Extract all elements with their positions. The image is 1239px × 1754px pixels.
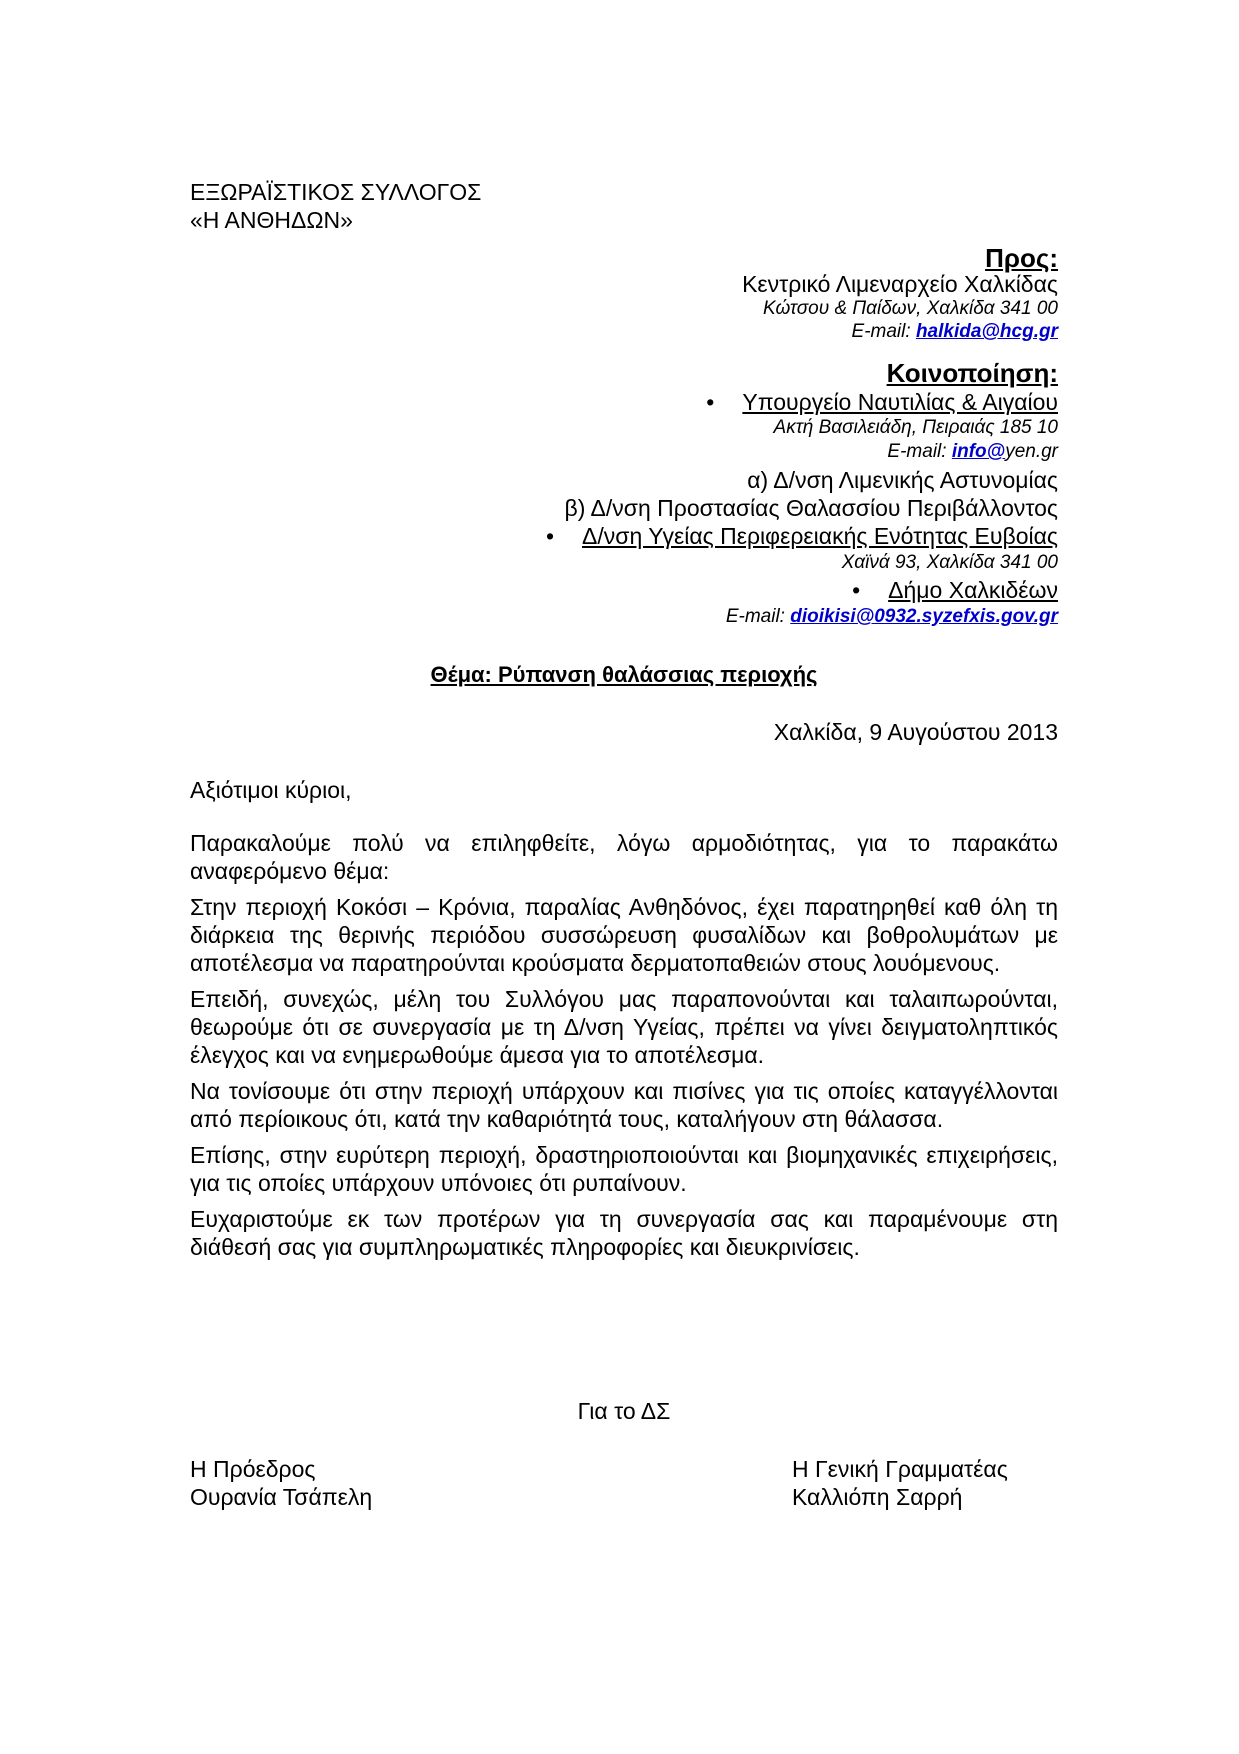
cc-item-1-email-rest: yen.gr — [1005, 441, 1058, 462]
paragraph-1: Παρακαλούμε πολύ να επιληφθείτε, λόγω αρμοδιότητας, για το παρακάτω αναφερόμενο θέμα: — [190, 830, 1058, 884]
signature-left — [190, 1455, 372, 1511]
bullet-icon: • — [545, 523, 555, 549]
cc-item-1-email-line — [190, 440, 1058, 463]
cc-item-3-email-line — [190, 605, 1058, 628]
cc-item-1-sub-a: α) Δ/νση Λιμενικής Αστυνομίας — [747, 467, 1058, 493]
closing-line: Για το ΔΣ — [577, 1398, 671, 1424]
signature-left-title: Η Πρόεδρος — [190, 1456, 316, 1482]
cc-item-1-address: Ακτή Βασιλειάδη, Πειραιάς 185 10 — [773, 417, 1058, 438]
signature-right-title: Η Γενική Γραμματέας — [792, 1456, 1008, 1482]
cc-item-2-name: Δ/νση Υγείας Περιφερειακής Ενότητας Ευβοίας — [582, 523, 1058, 549]
cc-item-1-sub-b: β) Δ/νση Προστασίας Θαλασσίου Περιβάλλοντος — [564, 495, 1058, 521]
signature-right — [792, 1455, 1008, 1511]
paragraph-4: Να τονίσουμε ότι στην περιοχή υπάρχουν και πισίνες για τις οποίες καταγγέλλονται από περίοικους ότι, κατά την καθαριότητά τους, καταλήγουν στη θάλασσα. — [190, 1078, 1058, 1132]
cc-item-1-email-prefix: E-mail: — [887, 441, 952, 462]
cc-item-1-email-link[interactable]: info@ — [951, 441, 1006, 462]
letter-page — [190, 0, 1058, 1754]
signature-left-name: Ουρανία Τσάπελη — [190, 1484, 373, 1510]
to-label: Προς: — [985, 243, 1058, 273]
paragraph-6: Ευχαριστούμε εκ των προτέρων για τη συνεργασία σας και παραμένουμε στη διάθεσή σας για συμπληρωματικές πληροφορίες και διευκρινίσεις. — [190, 1206, 1058, 1260]
date-line: Χαλκίδα, 9 Αυγούστου 2013 — [773, 719, 1058, 745]
bullet-icon: • — [706, 389, 715, 415]
salutation: Αξιότιμοι κύριοι, — [190, 777, 352, 803]
to-email-line — [190, 320, 1058, 343]
cc-item-3-email-prefix: E-mail: — [725, 606, 791, 627]
cc-label: Κοινοποίηση: — [886, 358, 1058, 388]
cc-item-1 — [190, 388, 1058, 416]
to-email-link[interactable]: halkida@hcg.gr — [915, 321, 1058, 342]
cc-item-1-name: Υπουργείο Ναυτιλίας & Αιγαίου — [742, 389, 1058, 415]
sender-line-1: ΕΞΩΡΑΪΣΤΙΚΟΣ ΣΥΛΛΟΓΟΣ — [190, 179, 482, 205]
paragraph-3: Επειδή, συνεχώς, μέλη του Συλλόγου μας παραπονούνται και ταλαιπωρούνται, θεωρούμε ότι σε συνεργασία με τη Δ/νση Υγείας, πρέπει να γίνει δειγματοληπτικός έλεγχος και να ενημερωθούμε άμεσα για το αποτέλεσμα. — [190, 986, 1058, 1068]
sender-block — [190, 178, 481, 234]
cc-item-3-email-link[interactable]: dioikisi@0932.syzefxis.gov.gr — [790, 606, 1058, 627]
letter-body — [190, 829, 1058, 1269]
bullet-icon: • — [852, 577, 861, 603]
cc-item-2-address: Χαϊνά 93, Χαλκίδα 341 00 — [841, 552, 1058, 573]
paragraph-5: Επίσης, στην ευρύτερη περιοχή, δραστηριοποιούνται και βιομηχανικές επιχειρήσεις, για τις οποίες υπάρχουν υπόνοιες ότι ρυπαίνουν. — [190, 1142, 1058, 1196]
to-address: Κώτσου & Παίδων, Χαλκίδα 341 00 — [763, 298, 1058, 319]
subject-line: Θέμα: Ρύπανση θαλάσσιας περιοχής — [430, 662, 818, 687]
cc-item-3-name: Δήμο Χαλκιδέων — [888, 577, 1058, 603]
paragraph-2: Στην περιοχή Κοκόσι – Κρόνια, παραλίας Ανθηδόνος, έχει παρατηρηθεί καθ όλη τη διάρκεια της θερινής περιόδου συσσώρευση φυσαλίδων και βοθρολυμάτων με αποτέλεσμα να παρατηρούνται κρούσματα δερματοπαθειών στους λουόμενους. — [190, 894, 1058, 976]
cc-item-3 — [190, 576, 1058, 604]
sender-line-2: «Η ΑΝΘΗΔΩΝ» — [190, 207, 353, 233]
signature-right-name: Καλλιόπη Σαρρή — [792, 1484, 963, 1510]
to-name: Κεντρικό Λιμεναρχείο Χαλκίδας — [742, 271, 1058, 297]
to-email-prefix: E-mail: — [851, 321, 916, 342]
cc-item-2 — [190, 522, 1058, 550]
